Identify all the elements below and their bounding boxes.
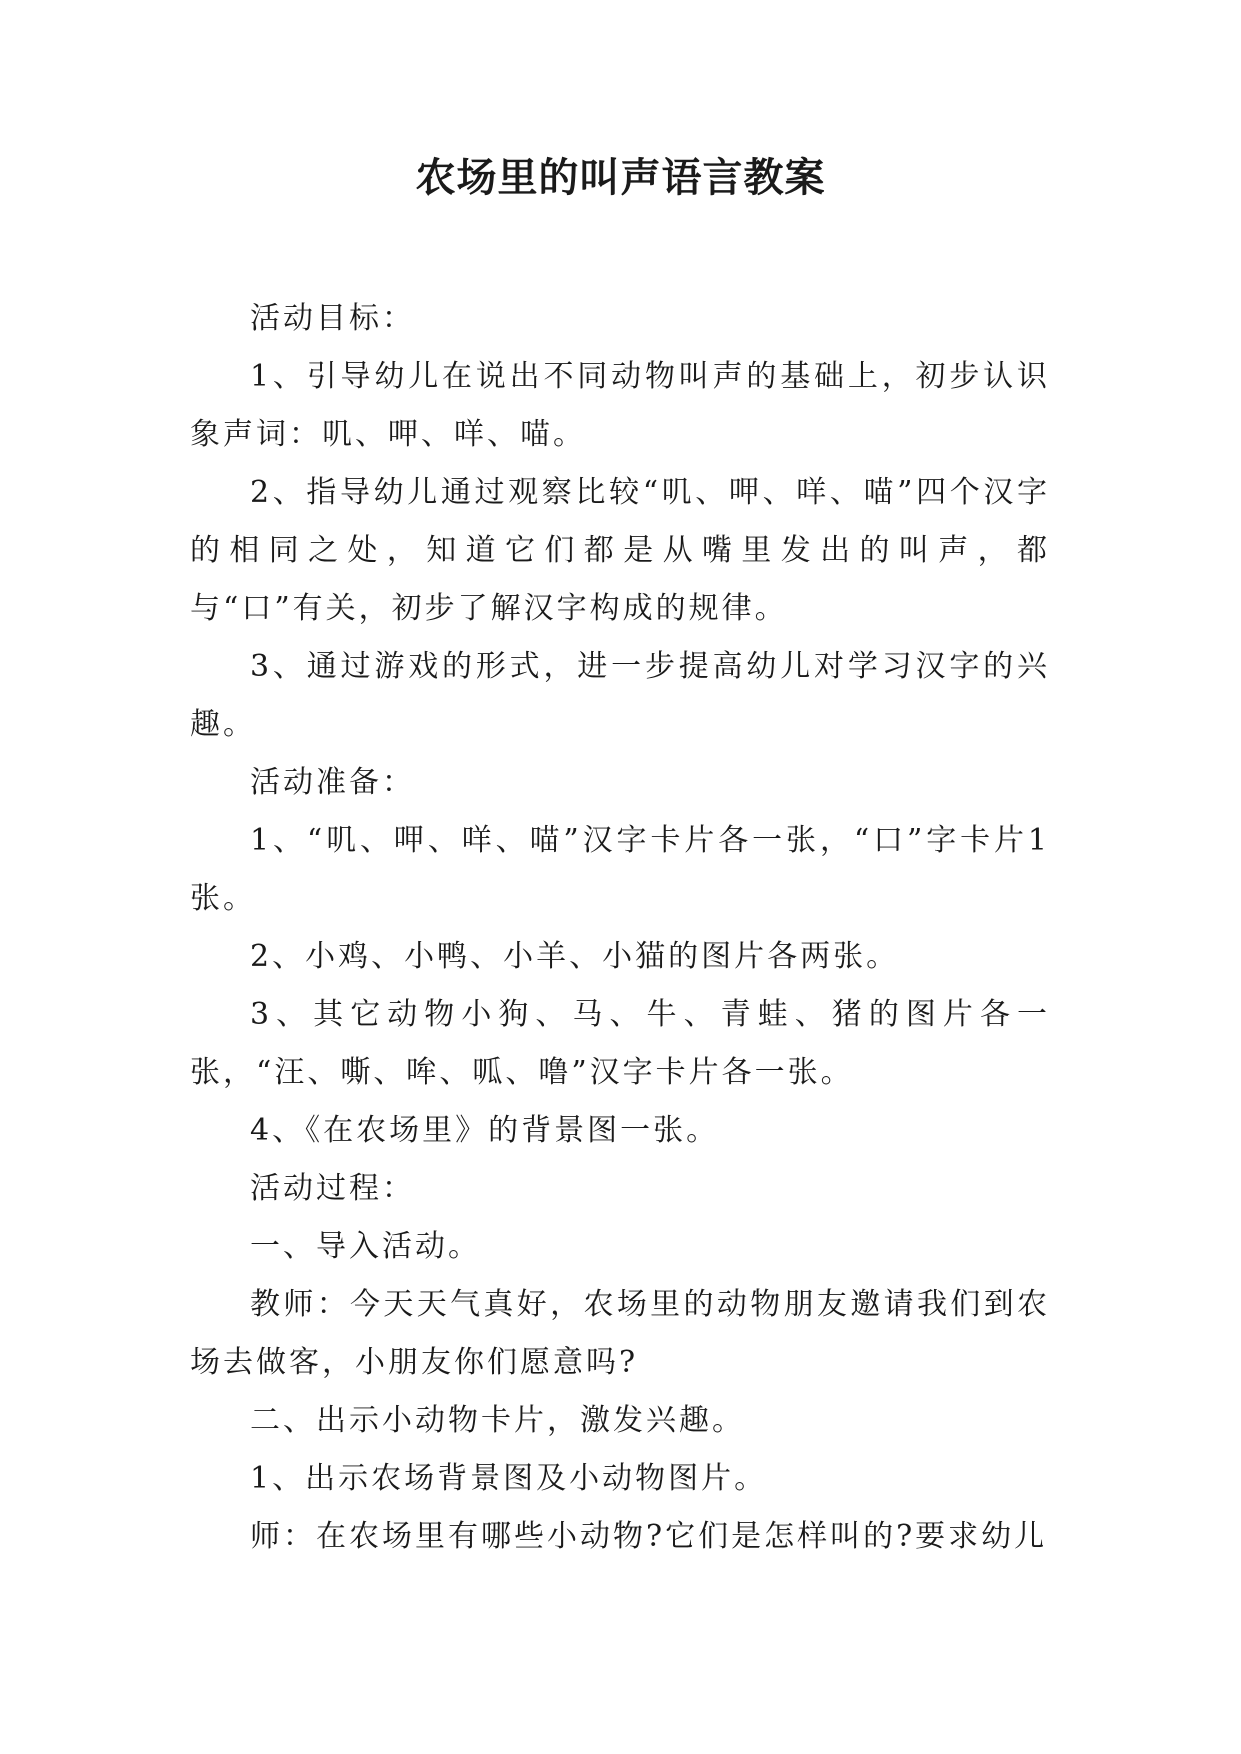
process-step-2-teacher-line: 师：在农场里有哪些小动物?它们是怎样叫的?要求幼儿: [250, 1519, 1048, 1554]
section-heading-process: 活动过程：: [250, 1171, 415, 1206]
section-heading-preparation: 活动准备：: [250, 765, 415, 800]
preparation-item-1: 1、“叽、呷、咩、喵”汉字卡片各一张，“口”字卡片1张。: [190, 823, 1050, 916]
document-body: [190, 290, 1050, 1566]
process-step-2-heading: 二、出示小动物卡片，激发兴趣。: [250, 1403, 745, 1438]
process-step-2-item-1: 1、出示农场背景图及小动物图片。: [250, 1461, 768, 1496]
preparation-item-4: 4、《在农场里》的背景图一张。: [250, 1113, 720, 1148]
preparation-item-2: 2、小鸡、小鸭、小羊、小猫的图片各两张。: [250, 939, 900, 974]
process-step-1-heading: 一、导入活动。: [250, 1229, 481, 1264]
goal-item-1: 1、引导幼儿在说出不同动物叫声的基础上，初步认识象声词：叽、呷、咩、喵。: [190, 359, 1050, 452]
document-title: 农场里的叫声语言教案: [415, 155, 826, 201]
preparation-item-3: 3、其它动物小狗、马、牛、青蛙、猪的图片各一张，“汪、嘶、哞、呱、噜”汉字卡片各一张。: [190, 997, 1050, 1090]
goal-item-3: 3、通过游戏的形式，进一步提高幼儿对学习汉字的兴趣。: [190, 649, 1050, 742]
goal-item-2: 2、指导幼儿通过观察比较“叽、呷、咩、喵”四个汉字的相同之处，知道它们都是从嘴里发出的叫声，都与“口”有关，初步了解汉字构成的规律。: [190, 475, 1050, 626]
section-heading-goals: 活动目标：: [250, 301, 415, 336]
process-step-1-teacher-line: 教师：今天天气真好，农场里的动物朋友邀请我们到农场去做客，小朋友你们愿意吗?: [190, 1287, 1050, 1380]
